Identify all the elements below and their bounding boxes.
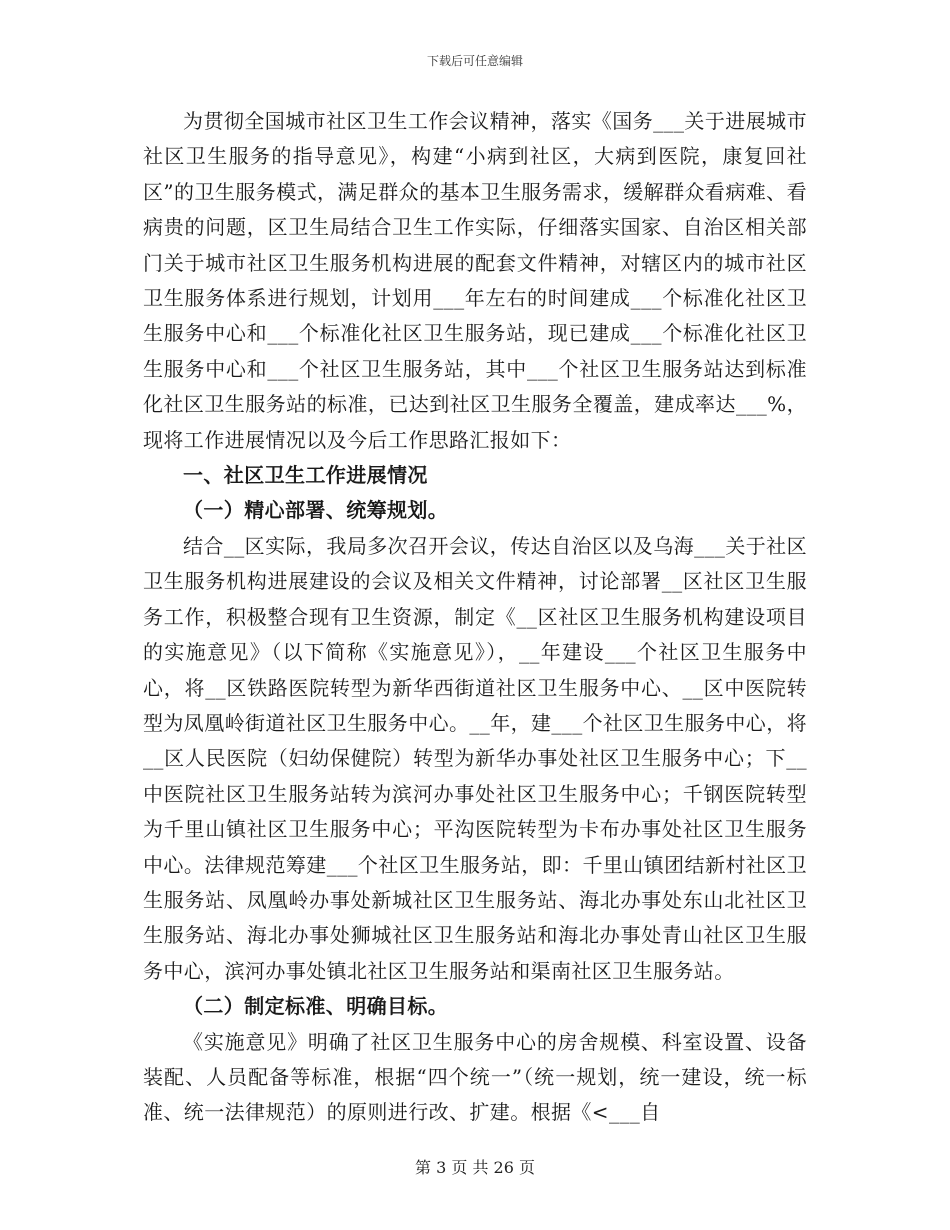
document-body: [143, 104, 807, 1131]
subsection-heading: （二）制定标准、明确目标。: [183, 994, 449, 1019]
subsection-heading: （一）精心部署、统筹规划。: [183, 498, 449, 523]
body-paragraph: 《实施意见》明确了社区卫生服务中心的房舍规模、科室设置、设备装配、人员配备等标准，根据“四个统一”（统一规划，统一建设，统一标准、统一法律规范）的原则进行改、扩建。根据《<___自: [143, 1029, 807, 1125]
section-heading: 一、社区卫生工作进展情况: [183, 463, 428, 488]
page-footer: 第 3 页 共 26 页: [415, 1158, 535, 1177]
body-paragraph: 结合__区实际，我局多次召开会议，传达自治区以及乌海___关于社区卫生服务机构进展建设的会议及相关文件精神，讨论部署__区社区卫生服务工作，积极整合现有卫生资源，制定《__区社区卫生服务机构建设项目的实施意见》（以下简称《实施意见》），__年建设___个社区卫生服务中心，将__区铁路医院转型为新华西街道社区卫生服务中心、__区中医院转型为凤凰岭街道社区卫生服务中心。__年，建___个社区卫生服务中心，将__区人民医院（妇幼保健院）转型为新华办事处社区卫生服务中心；下__中医院社区卫生服务站转为滨河办事处社区卫生服务中心；千钢医院转型为千里山镇社区卫生服务中心；平沟医院转型为卡布办事处社区卫生服务中心。法律规范筹建___个社区卫生服务站，即：千里山镇团结新村社区卫生服务站、凤凰岭办事处新城社区卫生服务站、海北办事处东山北社区卫生服务站、海北办事处狮城社区卫生服务站和海北办事处青山社区卫生服务中心，滨河办事处镇北社区卫生服务站和渠南社区卫生服务站。: [143, 533, 807, 983]
intro-paragraph: 为贯彻全国城市社区卫生工作会议精神，落实《国务___关于进展城市社区卫生服务的指导意见》，构建“小病到社区，大病到医院，康复回社区”的卫生服务模式，满足群众的基本卫生服务需求，缓解群众看病难、看病贵的问题，区卫生局结合卫生工作实际，仔细落实国家、自治区相关部门关于城市社区卫生服务机构进展的配套文件精神，对辖区内的城市社区卫生服务体系进行规划，计划用___年左右的时间建成___个标准化社区卫生服务中心和___个标准化社区卫生服务站，现已建成___个标准化社区卫生服务中心和___个社区卫生服务站，其中___个社区卫生服务站达到标准化社区卫生服务站的标准，已达到社区卫生服务全覆盖，建成率达___%，现将工作进展情况以及今后工作思路汇报如下：: [143, 109, 807, 452]
page-header: 下载后可任意编辑: [426, 54, 523, 68]
